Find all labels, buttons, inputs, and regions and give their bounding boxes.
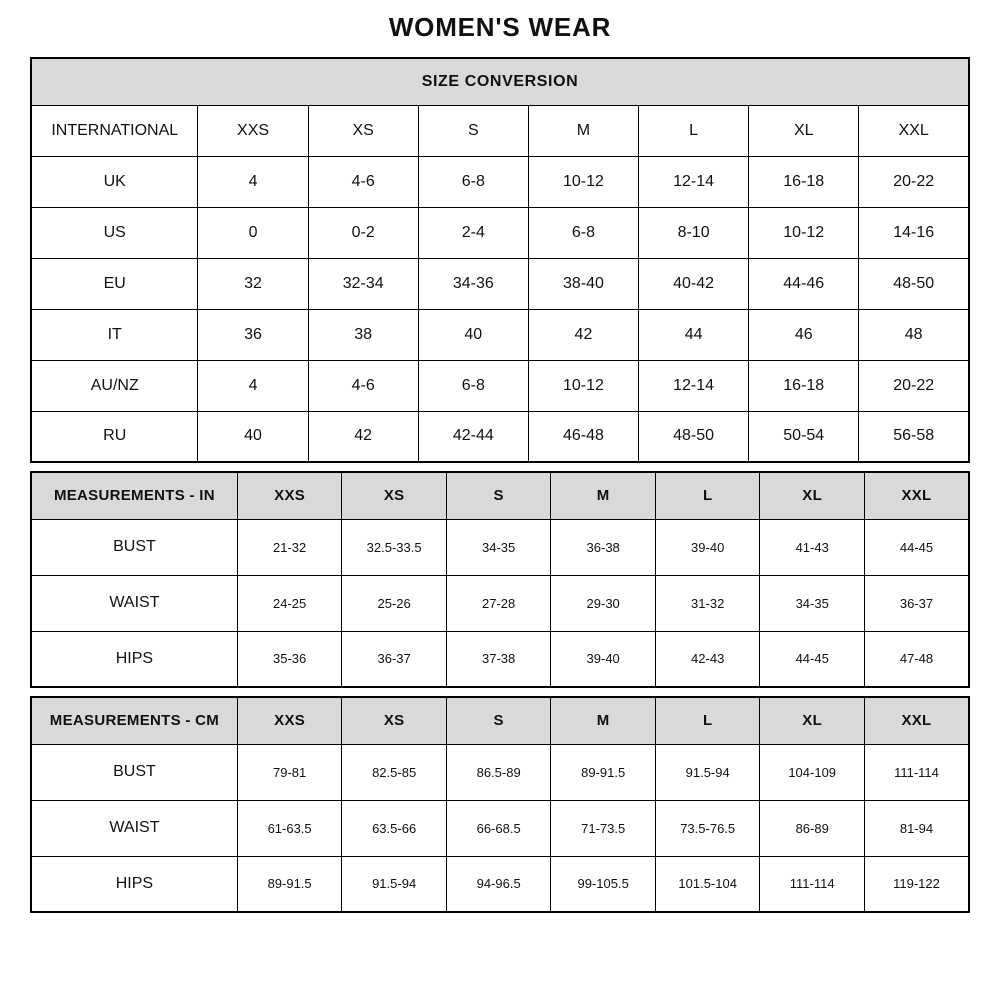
row-label: WAIST: [31, 575, 237, 631]
value-cell: 104-109: [760, 744, 865, 800]
value-cell: 86-89: [760, 800, 865, 856]
value-cell: 48-50: [639, 411, 749, 462]
measurements-header-label: MEASUREMENTS - CM: [31, 697, 237, 744]
value-cell: 46-48: [528, 411, 638, 462]
value-cell: 47-48: [864, 631, 969, 687]
value-cell: 10-12: [749, 207, 859, 258]
value-cell: 41-43: [760, 519, 865, 575]
size-header: M: [551, 697, 656, 744]
page-title: WOMEN'S WEAR: [388, 12, 612, 42]
value-cell: 29-30: [551, 575, 656, 631]
value-cell: 0-2: [308, 207, 418, 258]
value-cell: 86.5-89: [446, 744, 551, 800]
size-header: M: [551, 472, 656, 519]
value-cell: 4-6: [308, 156, 418, 207]
size-header: XXL: [864, 472, 969, 519]
value-cell: 12-14: [639, 156, 749, 207]
value-cell: 36-38: [551, 519, 656, 575]
table-row: [31, 258, 969, 309]
row-label: EU: [31, 258, 198, 309]
row-label: HIPS: [31, 631, 237, 687]
value-cell: 101.5-104: [655, 856, 760, 912]
value-cell: 71-73.5: [551, 800, 656, 856]
value-cell: 39-40: [655, 519, 760, 575]
table-row: [31, 360, 969, 411]
value-cell: 2-4: [418, 207, 528, 258]
table-row: [31, 800, 969, 856]
value-cell: 40: [418, 309, 528, 360]
value-cell: 25-26: [342, 575, 447, 631]
value-cell: 42: [308, 411, 418, 462]
value-cell: 38-40: [528, 258, 638, 309]
value-cell: XXS: [198, 105, 308, 156]
row-label: BUST: [31, 744, 237, 800]
value-cell: 91.5-94: [342, 856, 447, 912]
table-row: [31, 575, 969, 631]
value-cell: 14-16: [859, 207, 969, 258]
value-cell: 91.5-94: [655, 744, 760, 800]
size-header: XL: [760, 697, 865, 744]
value-cell: S: [418, 105, 528, 156]
row-label: BUST: [31, 519, 237, 575]
value-cell: 34-35: [760, 575, 865, 631]
size-header: XXS: [237, 697, 342, 744]
table-row: [31, 856, 969, 912]
value-cell: 34-35: [446, 519, 551, 575]
table-header-row: [31, 697, 969, 744]
value-cell: XS: [308, 105, 418, 156]
value-cell: 34-36: [418, 258, 528, 309]
value-cell: 111-114: [864, 744, 969, 800]
size-header: XL: [760, 472, 865, 519]
value-cell: 79-81: [237, 744, 342, 800]
value-cell: 21-32: [237, 519, 342, 575]
value-cell: 44-45: [864, 519, 969, 575]
value-cell: 27-28: [446, 575, 551, 631]
table-row: [31, 309, 969, 360]
value-cell: 50-54: [749, 411, 859, 462]
table-caption: SIZE CONVERSION: [31, 58, 969, 105]
value-cell: 119-122: [864, 856, 969, 912]
row-label: RU: [31, 411, 198, 462]
value-cell: 61-63.5: [237, 800, 342, 856]
size-header: L: [655, 472, 760, 519]
value-cell: XL: [749, 105, 859, 156]
value-cell: 40-42: [639, 258, 749, 309]
table-caption-row: [31, 58, 969, 105]
value-cell: 48: [859, 309, 969, 360]
table-row: [31, 156, 969, 207]
value-cell: M: [528, 105, 638, 156]
row-label: WAIST: [31, 800, 237, 856]
value-cell: 73.5-76.5: [655, 800, 760, 856]
value-cell: 99-105.5: [551, 856, 656, 912]
value-cell: 6-8: [418, 156, 528, 207]
value-cell: 36-37: [342, 631, 447, 687]
row-label: IT: [31, 309, 198, 360]
value-cell: 0: [198, 207, 308, 258]
value-cell: 42-43: [655, 631, 760, 687]
value-cell: 4-6: [308, 360, 418, 411]
table-row: [31, 105, 969, 156]
value-cell: 32: [198, 258, 308, 309]
row-label: AU/NZ: [31, 360, 198, 411]
table-row: [31, 744, 969, 800]
value-cell: 10-12: [528, 360, 638, 411]
value-cell: 32-34: [308, 258, 418, 309]
value-cell: 44: [639, 309, 749, 360]
table-header-row: [31, 472, 969, 519]
size-header: L: [655, 697, 760, 744]
value-cell: 24-25: [237, 575, 342, 631]
value-cell: 36-37: [864, 575, 969, 631]
value-cell: 32.5-33.5: [342, 519, 447, 575]
value-cell: XXL: [859, 105, 969, 156]
size-header: XXL: [864, 697, 969, 744]
value-cell: 66-68.5: [446, 800, 551, 856]
value-cell: 89-91.5: [237, 856, 342, 912]
value-cell: 16-18: [749, 360, 859, 411]
row-label: HIPS: [31, 856, 237, 912]
value-cell: 111-114: [760, 856, 865, 912]
size-header: XXS: [237, 472, 342, 519]
value-cell: 4: [198, 360, 308, 411]
value-cell: 36: [198, 309, 308, 360]
value-cell: 89-91.5: [551, 744, 656, 800]
value-cell: 31-32: [655, 575, 760, 631]
value-cell: 8-10: [639, 207, 749, 258]
value-cell: 39-40: [551, 631, 656, 687]
value-cell: 20-22: [859, 360, 969, 411]
table-row: [31, 207, 969, 258]
value-cell: 10-12: [528, 156, 638, 207]
value-cell: 4: [198, 156, 308, 207]
value-cell: 35-36: [237, 631, 342, 687]
table-row: [31, 519, 969, 575]
row-label: US: [31, 207, 198, 258]
value-cell: 63.5-66: [342, 800, 447, 856]
size-header: S: [446, 472, 551, 519]
value-cell: 44-45: [760, 631, 865, 687]
size-header: XS: [342, 697, 447, 744]
value-cell: 82.5-85: [342, 744, 447, 800]
table-row: [31, 631, 969, 687]
value-cell: 16-18: [749, 156, 859, 207]
row-label: INTERNATIONAL: [31, 105, 198, 156]
value-cell: 42-44: [418, 411, 528, 462]
value-cell: 20-22: [859, 156, 969, 207]
measurements-in-table: [30, 471, 970, 688]
measurements-cm-table: [30, 696, 970, 913]
value-cell: 42: [528, 309, 638, 360]
row-label: UK: [31, 156, 198, 207]
value-cell: 44-46: [749, 258, 859, 309]
value-cell: 40: [198, 411, 308, 462]
value-cell: 6-8: [528, 207, 638, 258]
value-cell: 56-58: [859, 411, 969, 462]
value-cell: 94-96.5: [446, 856, 551, 912]
size-conversion-table: [30, 57, 970, 463]
value-cell: 37-38: [446, 631, 551, 687]
size-header: S: [446, 697, 551, 744]
value-cell: 46: [749, 309, 859, 360]
size-header: XS: [342, 472, 447, 519]
value-cell: 12-14: [639, 360, 749, 411]
value-cell: 38: [308, 309, 418, 360]
value-cell: 48-50: [859, 258, 969, 309]
value-cell: 6-8: [418, 360, 528, 411]
measurements-header-label: MEASUREMENTS - IN: [31, 472, 237, 519]
value-cell: 81-94: [864, 800, 969, 856]
table-row: [31, 411, 969, 462]
value-cell: L: [639, 105, 749, 156]
